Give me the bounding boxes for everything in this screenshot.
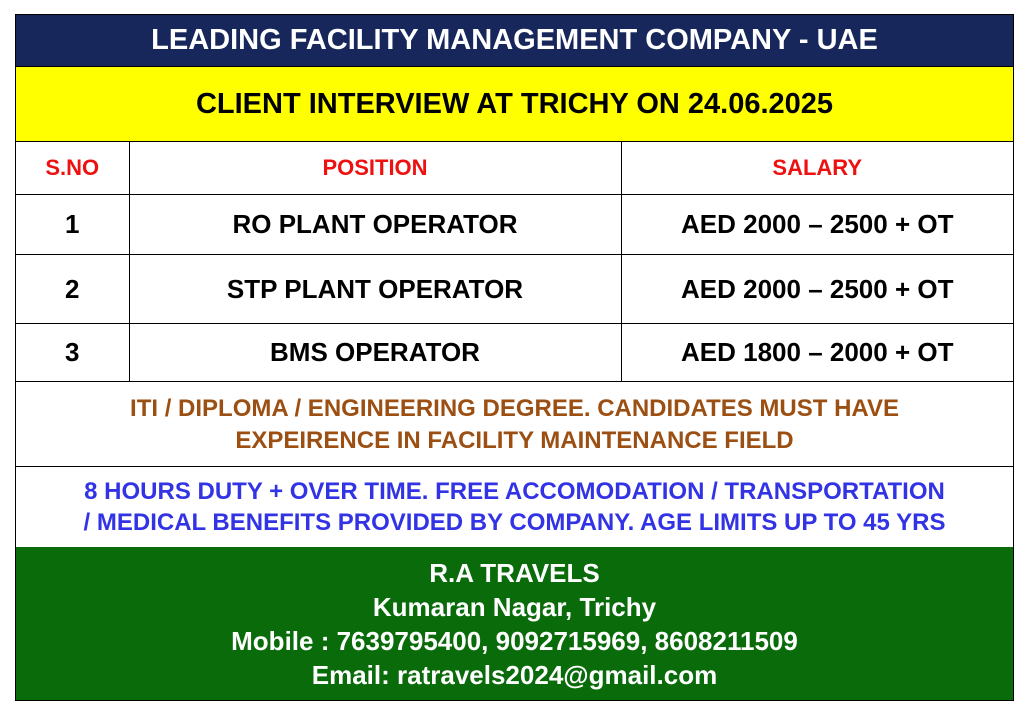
cell-sno: 3 — [16, 324, 129, 382]
requirements-block — [16, 384, 1013, 467]
benefits-line: / MEDICAL BENEFITS PROVIDED BY COMPANY. AGE LIMITS UP TO 45 YRS — [83, 509, 946, 536]
cell-sno: 2 — [16, 255, 129, 324]
email-address: Email: ratravels2024@gmail.com — [311, 659, 718, 690]
cell-salary: AED 2000 – 2500 + OT — [621, 255, 1013, 324]
mobile-numbers: Mobile : 7639795400, 9092715969, 8608211509 — [231, 625, 798, 656]
table-row — [16, 255, 1013, 324]
cell-sno: 1 — [16, 195, 129, 255]
contact-block — [16, 547, 1013, 700]
requirements-line: ITI / DIPLOMA / ENGINEERING DEGREE. CANDIDATES MUST HAVE — [130, 395, 899, 422]
title-text: LEADING FACILITY MANAGEMENT COMPANY - UAE — [151, 24, 878, 56]
benefits-block — [16, 467, 1013, 547]
cell-position: STP PLANT OPERATOR — [129, 255, 621, 324]
column-header-sno: S.NO — [16, 142, 129, 195]
requirements-line: EXPEIRENCE IN FACILITY MAINTENANCE FIELD — [235, 427, 794, 454]
cell-salary: AED 1800 – 2000 + OT — [621, 324, 1013, 382]
table-row — [16, 195, 1013, 255]
page-title — [16, 15, 1013, 67]
company-address: Kumaran Nagar, Trichy — [372, 591, 657, 622]
job-poster — [15, 14, 1014, 701]
cell-position: RO PLANT OPERATOR — [129, 195, 621, 255]
cell-salary: AED 2000 – 2500 + OT — [621, 195, 1013, 255]
column-header-salary: SALARY — [621, 142, 1013, 195]
positions-table — [16, 142, 1013, 382]
company-name: R.A TRAVELS — [429, 557, 600, 588]
interview-banner-text: CLIENT INTERVIEW AT TRICHY ON 24.06.2025 — [195, 87, 834, 120]
cell-position: BMS OPERATOR — [129, 324, 621, 382]
benefits-line: 8 HOURS DUTY + OVER TIME. FREE ACCOMODATION / TRANSPORTATION — [84, 478, 945, 505]
interview-banner — [16, 67, 1013, 142]
table-header-row — [16, 142, 1013, 195]
table-row — [16, 324, 1013, 382]
column-header-position: POSITION — [129, 142, 621, 195]
